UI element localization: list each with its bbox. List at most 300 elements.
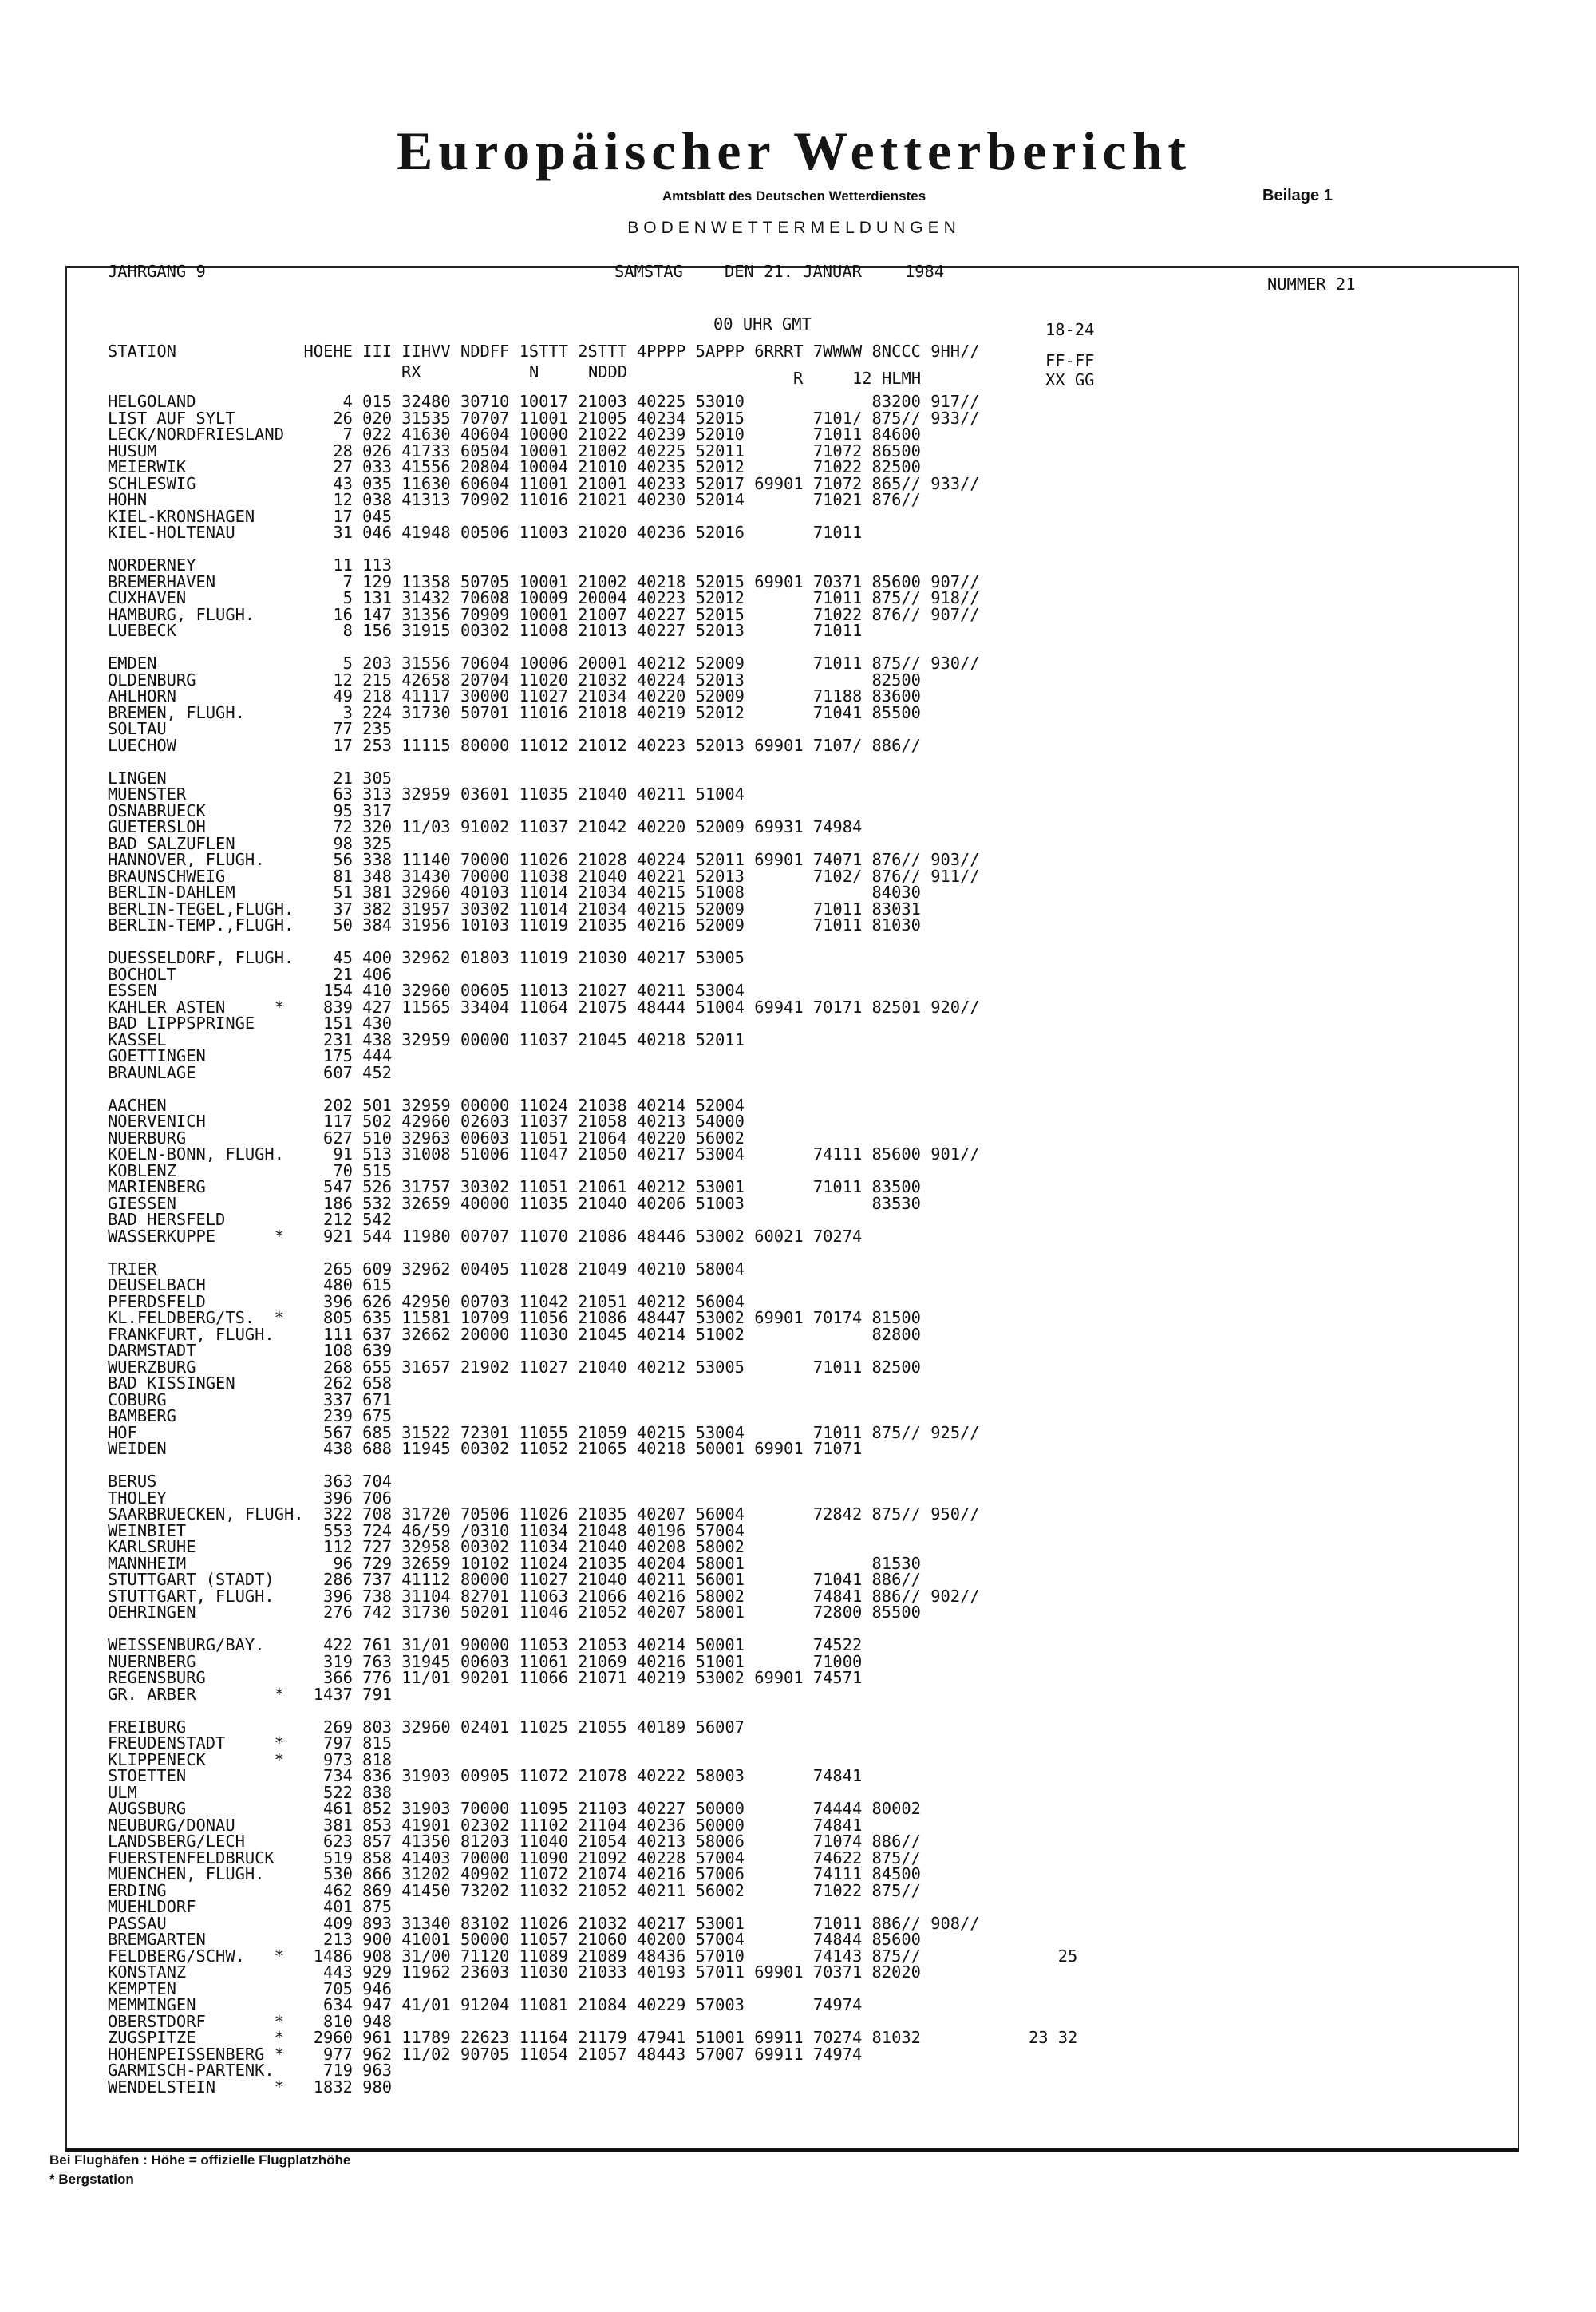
- synop-group: 00000: [460, 1095, 510, 1115]
- synop-group: 41117: [401, 686, 451, 705]
- synop-group: 72800: [812, 1603, 863, 1622]
- synop-group: 31730: [401, 702, 451, 722]
- table-row: [108, 1326, 1145, 1343]
- station-height: 12: [333, 670, 353, 690]
- synop-group: 52012: [695, 457, 745, 476]
- synop-group: 71071: [812, 1439, 863, 1458]
- synop-group: 40211: [636, 1570, 686, 1589]
- synop-group: 57010: [695, 1946, 745, 1966]
- station-height: 175: [323, 1046, 353, 1065]
- station-height: 461: [323, 1799, 353, 1818]
- column-header: 7WWWW: [812, 342, 863, 361]
- synop-group: 11072: [519, 1766, 568, 1785]
- station-index: 875: [362, 1897, 393, 1916]
- synop-group: 52013: [695, 866, 745, 886]
- synop-group: 52017: [695, 473, 745, 493]
- synop-group: 903//: [930, 850, 980, 869]
- station-height: 519: [323, 1848, 353, 1867]
- station-height: 231: [323, 1030, 353, 1049]
- synop-group: 31104: [401, 1586, 451, 1606]
- station-height: 26: [333, 408, 353, 428]
- station-height: 21: [333, 964, 353, 984]
- station-height: 2960: [313, 2028, 353, 2047]
- table-row: [108, 737, 1145, 754]
- synop-group: 11066: [519, 1668, 568, 1687]
- synop-group: 32960: [401, 981, 451, 1000]
- table-row: [108, 1375, 1145, 1392]
- table-row: [108, 786, 1145, 803]
- synop-group: 21001: [578, 473, 627, 493]
- synop-group: 72301: [460, 1422, 510, 1442]
- synop-group: 21003: [578, 392, 627, 411]
- mountain-station-marker: *: [274, 997, 284, 1017]
- synop-group: 21069: [578, 1651, 627, 1671]
- synop-group: 11027: [519, 1570, 568, 1589]
- station-index: 515: [362, 1160, 393, 1180]
- synop-group: 48446: [636, 1226, 686, 1246]
- synop-group: 10709: [460, 1308, 510, 1327]
- station-height: 37: [333, 899, 353, 919]
- station-index: 688: [362, 1439, 393, 1458]
- station-height: 77: [333, 719, 353, 738]
- synop-group: 00905: [460, 1766, 510, 1785]
- synop-group: 52013: [695, 621, 745, 640]
- station-name: HAMBURG, FLUGH.: [108, 604, 255, 624]
- station-name: BAD LIPPSPRINGE: [108, 1014, 255, 1033]
- synop-group: 11019: [519, 915, 568, 935]
- synop-group: 57004: [695, 1930, 745, 1949]
- synop-group: 71072: [812, 473, 863, 493]
- section-title: BODENWETTERMELDUNGEN: [627, 219, 961, 237]
- synop-group: 31730: [401, 1603, 451, 1622]
- synop-group: 48444: [636, 997, 686, 1017]
- synop-group: 82501: [871, 997, 921, 1017]
- synop-group: 11072: [519, 1864, 568, 1883]
- station-height: 17: [333, 506, 353, 526]
- table-row: [108, 982, 1145, 999]
- synop-group: 21034: [578, 883, 627, 902]
- station-height: 202: [323, 1095, 353, 1115]
- column-headers: [108, 343, 1145, 359]
- synop-group: 40213: [636, 1832, 686, 1851]
- synop-group: 52012: [695, 588, 745, 607]
- station-index: 980: [362, 2077, 393, 2097]
- synop-group: 11016: [519, 702, 568, 722]
- station-name: TRIER: [108, 1259, 157, 1279]
- synop-group: 85500: [871, 702, 921, 722]
- synop-group: 907//: [930, 604, 980, 624]
- station-name: ZUGSPITZE: [108, 2028, 196, 2047]
- station-index: 384: [362, 915, 393, 935]
- synop-group: 74444: [812, 1799, 863, 1818]
- station-index: 382: [362, 899, 393, 919]
- station-name: THOLEY: [108, 1488, 167, 1508]
- synop-group: 74111: [812, 1864, 863, 1883]
- station-height: 111: [323, 1324, 353, 1344]
- synop-group: 920//: [930, 997, 980, 1017]
- station-height: 112: [323, 1537, 353, 1556]
- synop-group: 10001: [519, 441, 568, 460]
- station-name: BERUS: [108, 1472, 157, 1491]
- synop-group: 53004: [695, 1422, 745, 1442]
- synop-group: 52009: [695, 915, 745, 935]
- synop-group: 876//: [871, 850, 921, 869]
- synop-group: 11035: [519, 784, 568, 804]
- synop-group: 40206: [636, 1193, 686, 1213]
- column-sub-rx: RX: [401, 362, 421, 381]
- station-index: 675: [362, 1406, 393, 1425]
- synop-group: 69931: [754, 817, 804, 836]
- synop-group: 876//: [871, 604, 921, 624]
- synop-group: 70506: [460, 1504, 510, 1524]
- synop-group: 71022: [812, 604, 863, 624]
- synop-group: 21038: [578, 1095, 627, 1115]
- station-name: HELGOLAND: [108, 392, 196, 411]
- synop-group: 50001: [695, 1635, 745, 1654]
- synop-group: 11070: [519, 1226, 568, 1246]
- station-height: 63: [333, 784, 353, 804]
- synop-group: 30710: [460, 392, 510, 411]
- synop-group: 70608: [460, 588, 510, 607]
- station-name: NEUBURG/DONAU: [108, 1815, 235, 1835]
- synop-group: 74071: [812, 850, 863, 869]
- station-index: 853: [362, 1815, 393, 1835]
- synop-group: 21050: [578, 1144, 627, 1164]
- synop-group: 51004: [695, 997, 745, 1017]
- synop-group: 58001: [695, 1553, 745, 1573]
- synop-group: 71074: [812, 1832, 863, 1851]
- synop-group: 11032: [519, 1880, 568, 1900]
- table-row: [108, 2029, 1145, 2046]
- station-height: 56: [333, 850, 353, 869]
- station-index: 224: [362, 702, 393, 722]
- table-row: [108, 1571, 1145, 1588]
- synop-group: 40221: [636, 866, 686, 886]
- station-index: 869: [362, 1880, 393, 1900]
- synop-group: 40218: [636, 1030, 686, 1049]
- synop-group: 21034: [578, 899, 627, 919]
- synop-group: 11014: [519, 883, 568, 902]
- station-height: 443: [323, 1962, 353, 1982]
- station-name: KIEL-KRONSHAGEN: [108, 506, 255, 526]
- column-ff: FF-FF: [1045, 351, 1095, 370]
- synop-group: 86500: [871, 441, 921, 460]
- synop-group: 908//: [930, 1913, 980, 1933]
- synop-group: 51001: [695, 2028, 745, 2047]
- synop-group: 41901: [401, 1815, 451, 1835]
- synop-group: 10103: [460, 915, 510, 935]
- synop-group: 21040: [578, 1193, 627, 1213]
- table-row: [108, 1473, 1145, 1490]
- station-height: 265: [323, 1259, 353, 1279]
- synop-group: 71011: [812, 654, 863, 673]
- synop-group: 11038: [519, 866, 568, 886]
- synop-group: 40200: [636, 1930, 686, 1949]
- synop-group: 875//: [871, 588, 921, 607]
- synop-group: 69901: [754, 1439, 804, 1458]
- station-index: 427: [362, 997, 393, 1017]
- synop-group: 31720: [401, 1504, 451, 1524]
- synop-group: 11962: [401, 1962, 451, 1982]
- station-height: 480: [323, 1275, 353, 1294]
- station-index: 635: [362, 1308, 393, 1327]
- station-name: NUERNBERG: [108, 1651, 196, 1671]
- station-height: 51: [333, 883, 353, 902]
- table-row: [108, 1735, 1145, 1752]
- station-height: 8: [342, 621, 353, 640]
- synop-group: 40233: [636, 473, 686, 493]
- table-row: [108, 1880, 1145, 1900]
- synop-group: 11027: [519, 686, 568, 705]
- synop-group: 40213: [636, 1112, 686, 1131]
- station-name: EMDEN: [108, 654, 157, 673]
- synop-group: 11063: [519, 1586, 568, 1606]
- table-row: [108, 688, 1145, 705]
- synop-group: 71011: [812, 899, 863, 919]
- synop-group: 10004: [519, 457, 568, 476]
- synop-group: 10102: [460, 1553, 510, 1573]
- synop-group: 56007: [695, 1717, 745, 1737]
- table-row: [108, 672, 1145, 689]
- synop-group: 11020: [519, 670, 568, 690]
- synop-group: 886//: [871, 1586, 921, 1606]
- station-height: 186: [323, 1193, 353, 1213]
- synop-group: 70274: [812, 1226, 863, 1246]
- table-row: [108, 1146, 1145, 1163]
- column-header: 8NCCC: [871, 342, 921, 361]
- synop-group: 11035: [519, 1193, 568, 1213]
- synop-group: 21057: [578, 2044, 627, 2064]
- synop-group: 70902: [460, 490, 510, 509]
- synop-group: 886//: [871, 735, 921, 755]
- table-row: [108, 1833, 1145, 1850]
- synop-group: 50201: [460, 1603, 510, 1622]
- station-index: 235: [362, 719, 393, 738]
- table-row: [108, 999, 1145, 1016]
- station-index: 963: [362, 2061, 393, 2080]
- station-height: 719: [323, 2061, 353, 2080]
- table-row: [108, 1277, 1145, 1294]
- station-index: 838: [362, 1782, 393, 1802]
- station-index: 858: [362, 1848, 393, 1867]
- synop-group: 11164: [519, 2028, 568, 2047]
- date: DEN 21. JANUAR: [725, 262, 862, 281]
- station-height: 623: [323, 1832, 353, 1851]
- synop-group: 875//: [871, 1504, 921, 1524]
- station-height: 108: [323, 1341, 353, 1360]
- synop-group: 40103: [460, 883, 510, 902]
- station-name: BREMERHAVEN: [108, 571, 216, 591]
- mountain-station-marker: *: [274, 1946, 284, 1966]
- table-row: [108, 1228, 1145, 1245]
- station-name: FREUDENSTADT: [108, 1733, 226, 1753]
- station-height: 7: [342, 571, 353, 591]
- station-height: 797: [323, 1733, 353, 1753]
- table-row: [108, 393, 1145, 410]
- synop-group: 21179: [578, 2028, 627, 2047]
- synop-group: 11030: [519, 1324, 568, 1344]
- synop-group: 907//: [930, 571, 980, 591]
- station-height: 5: [342, 654, 353, 673]
- synop-group: 40189: [636, 1717, 686, 1737]
- station-index: 438: [362, 1030, 393, 1049]
- synop-group: 41/01: [401, 1995, 451, 2014]
- station-height: 921: [323, 1226, 353, 1246]
- synop-group: 40230: [636, 490, 686, 509]
- station-height: 21: [333, 768, 353, 788]
- station-index: 609: [362, 1259, 393, 1279]
- synop-group: 70371: [812, 1962, 863, 1982]
- synop-group: 84030: [871, 883, 921, 902]
- synop-group: 74974: [812, 1995, 863, 2014]
- station-height: 151: [323, 1014, 353, 1033]
- synop-group: 40217: [636, 1913, 686, 1933]
- station-index: 113: [362, 555, 393, 575]
- table-row: [108, 1179, 1145, 1196]
- synop-group: 74571: [812, 1668, 863, 1687]
- station-index: 218: [362, 686, 393, 705]
- station-name: LIST AUF SYLT: [108, 408, 235, 428]
- station-height: 269: [323, 1717, 353, 1737]
- synop-group: 40220: [636, 1128, 686, 1148]
- station-name: LINGEN: [108, 768, 167, 788]
- table-row: [108, 1978, 1145, 1998]
- station-index: 203: [362, 654, 393, 673]
- synop-group: 51004: [695, 784, 745, 804]
- synop-group: 21040: [578, 784, 627, 804]
- synop-group: 11037: [519, 817, 568, 836]
- column-sub-n: N: [529, 362, 539, 381]
- synop-group: 82701: [460, 1586, 510, 1606]
- synop-group: 50000: [695, 1799, 745, 1818]
- station-index: 803: [362, 1717, 393, 1737]
- synop-group: 58002: [695, 1537, 745, 1556]
- synop-group: 7101/: [812, 408, 863, 428]
- synop-group: 11012: [519, 735, 568, 755]
- table-row: [108, 1490, 1145, 1507]
- table-row: [108, 1539, 1145, 1555]
- synop-group: 31657: [401, 1357, 451, 1377]
- synop-group: 02401: [460, 1717, 510, 1737]
- table-row: [108, 410, 1145, 427]
- synop-group: 71011: [812, 1357, 863, 1377]
- station-height: 607: [323, 1062, 353, 1082]
- synop-group: 11054: [519, 2044, 568, 2064]
- synop-group: 11090: [519, 1848, 568, 1867]
- synop-group: 21030: [578, 948, 627, 967]
- synop-group: 41350: [401, 1832, 451, 1851]
- station-index: 430: [362, 1014, 393, 1033]
- station-height: 363: [323, 1472, 353, 1491]
- synop-group: 56002: [695, 1128, 745, 1148]
- synop-group: 11024: [519, 1553, 568, 1573]
- synop-group: 71011: [812, 915, 863, 935]
- synop-group: 52015: [695, 408, 745, 428]
- station-height: 4: [342, 392, 353, 411]
- station-name: WEIDEN: [108, 1439, 167, 1458]
- station-height: 11: [333, 555, 353, 575]
- synop-group: 83102: [460, 1913, 510, 1933]
- station-name: OLDENBURG: [108, 670, 196, 690]
- synop-group: 11102: [519, 1815, 568, 1835]
- synop-group: 21040: [578, 1357, 627, 1377]
- synop-group: 30302: [460, 899, 510, 919]
- station-index: 706: [362, 1488, 393, 1508]
- station-height: 705: [323, 1978, 353, 1998]
- table-row: [108, 655, 1145, 672]
- table-row: [108, 1686, 1145, 1703]
- synop-group: 11025: [519, 1717, 568, 1737]
- synop-group: 11056: [519, 1308, 568, 1327]
- synop-group: 11565: [401, 997, 451, 1017]
- synop-group: 71011: [812, 1177, 863, 1196]
- synop-group: 33404: [460, 997, 510, 1017]
- station-height: 409: [323, 1913, 353, 1933]
- station-height: 366: [323, 1668, 353, 1687]
- station-name: BERLIN-TEMP.,FLUGH.: [108, 915, 294, 935]
- station-name: MANNHEIM: [108, 1553, 187, 1573]
- station-index: 908: [362, 1946, 393, 1966]
- synop-group: 31957: [401, 899, 451, 919]
- station-index: 156: [362, 621, 393, 640]
- synop-group: 21052: [578, 1603, 627, 1622]
- table-row: [108, 1719, 1145, 1736]
- synop-group: 875//: [871, 1946, 921, 1966]
- station-name: HUSUM: [108, 441, 157, 460]
- station-name: CUXHAVEN: [108, 588, 187, 607]
- station-index: 513: [362, 1144, 393, 1164]
- synop-group: 40216: [636, 1864, 686, 1883]
- synop-group: 40215: [636, 899, 686, 919]
- station-index: 410: [362, 981, 393, 1000]
- station-index: 637: [362, 1324, 393, 1344]
- table-row: [108, 1160, 1145, 1180]
- station-index: 738: [362, 1586, 393, 1606]
- synop-group: 57003: [695, 1995, 745, 2014]
- synop-group: 933//: [930, 408, 980, 428]
- station-name: MEMMINGEN: [108, 1995, 196, 2014]
- table-row: [108, 426, 1145, 443]
- station-name: SOLTAU: [108, 719, 167, 738]
- station-name: SAARBRUECKEN, FLUGH.: [108, 1504, 304, 1524]
- synop-group: 886//: [871, 1570, 921, 1589]
- synop-group: 52015: [695, 604, 745, 624]
- synop-group: 81032: [871, 2028, 921, 2047]
- mountain-station-marker: *: [274, 2044, 284, 2064]
- synop-group: 40214: [636, 1095, 686, 1115]
- synop-group: 02302: [460, 1815, 510, 1835]
- synop-group: 74522: [812, 1635, 863, 1654]
- station-name: HOHENPEISSENBERG: [108, 2044, 265, 2064]
- station-index: 033: [362, 457, 393, 476]
- station-index: 763: [362, 1651, 393, 1671]
- synop-group: 56004: [695, 1291, 745, 1311]
- table-row: [108, 459, 1145, 476]
- table-row: [108, 1408, 1145, 1425]
- synop-group: 31956: [401, 915, 451, 935]
- station-index: 406: [362, 964, 393, 984]
- station-index: 655: [362, 1357, 393, 1377]
- synop-group: 83500: [871, 1177, 921, 1196]
- synop-group: 54000: [695, 1112, 745, 1131]
- synop-group: 21035: [578, 1504, 627, 1524]
- synop-group: 40217: [636, 948, 686, 967]
- station-name: HANNOVER, FLUGH.: [108, 850, 265, 869]
- station-name: MEIERWIK: [108, 457, 187, 476]
- station-height: 634: [323, 1995, 353, 2014]
- synop-group: 7102/: [812, 866, 863, 886]
- synop-group: 11140: [401, 850, 451, 869]
